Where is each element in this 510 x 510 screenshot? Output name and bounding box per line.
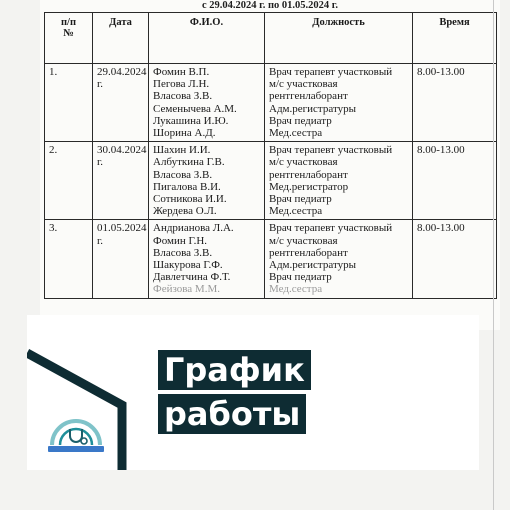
staff-position: Врач терапевт участковый: [269, 144, 393, 157]
staff-name: Шакурова Г.Ф.: [153, 259, 223, 272]
staff-position: рентгенлаборант: [269, 246, 348, 259]
title-banner: [27, 315, 479, 470]
staff-position: м/с участковая: [269, 156, 338, 169]
schedule-table: [44, 12, 497, 299]
row-time: 8.00-13.00: [413, 142, 497, 220]
row-date: 29.04.2024 г.: [93, 64, 149, 142]
staff-position: Адм.регистратуры: [269, 102, 357, 115]
staff-position: Врач терапевт участковый: [269, 222, 393, 235]
staff-position: Врач педиатр: [269, 114, 332, 127]
staff-name: Власова З.В.: [153, 246, 213, 259]
staff-position: Врач терапевт участковый: [269, 66, 393, 78]
staff-name: Лукашина И.Ю.: [153, 114, 229, 127]
banner-title-line2: работы: [158, 394, 306, 434]
staff-name: Фомин Г.Н.: [153, 234, 208, 247]
staff-name: Фомин В.П.: [153, 66, 210, 78]
staff-name: Албуткина Г.В.: [153, 156, 225, 169]
staff-name: Шорина А.Д.: [153, 127, 216, 140]
row-time: 8.00-13.00: [413, 220, 497, 298]
table-row: [45, 142, 497, 220]
col-header-date: Дата: [93, 13, 149, 64]
staff-position: рентгенлаборант: [269, 90, 348, 103]
row-number: 3.: [45, 220, 93, 298]
staff-name: Шахин И.И.: [153, 144, 211, 157]
row-positions: [265, 142, 413, 220]
banner-title-line1: График: [158, 350, 311, 390]
staff-position: Врач педиатр: [269, 193, 332, 206]
staff-name: Власова З.В.: [153, 168, 213, 181]
row-date: 01.05.2024 г.: [93, 220, 149, 298]
col-header-num: п/п №: [45, 13, 93, 64]
staff-name: Сотникова И.И.: [153, 193, 227, 206]
staff-name: Пегова Л.Н.: [153, 78, 210, 91]
staff-name: Пигалова В.И.: [153, 180, 221, 193]
col-header-time: Время: [413, 13, 497, 64]
staff-name: Семенычева А.М.: [153, 102, 237, 115]
table-row: [45, 64, 497, 142]
table-header-row: [45, 13, 497, 64]
schedule-period: с 29.04.2024 г. по 01.05.2024 г.: [201, 0, 338, 11]
row-date: 30.04.2024 г.: [93, 142, 149, 220]
staff-name: Давлетчина Ф.Т.: [153, 271, 231, 284]
col-header-position: Должность: [265, 13, 413, 64]
staff-position: м/с участковая: [269, 234, 338, 247]
staff-position: Адм.регистратуры: [269, 259, 357, 272]
staff-position: рентгенлаборант: [269, 168, 348, 181]
col-header-name: Ф.И.О.: [149, 13, 265, 64]
row-positions: [265, 220, 413, 298]
table-row: [45, 220, 497, 298]
staff-name: Фейзова М.М.: [153, 283, 220, 296]
row-names: [149, 220, 265, 298]
staff-name: Власова З.В.: [153, 90, 213, 103]
page-edge-line: [493, 0, 494, 510]
staff-position: Мед.регистратор: [269, 180, 349, 193]
row-names: [149, 142, 265, 220]
row-time: 8.00-13.00: [413, 64, 497, 142]
stethoscope-logo-icon: [46, 415, 106, 455]
staff-position: м/с участковая: [269, 78, 338, 91]
staff-position: Врач педиатр: [269, 271, 332, 284]
staff-name: Жердева О.Л.: [153, 205, 217, 218]
row-names: [149, 64, 265, 142]
row-positions: [265, 64, 413, 142]
schedule-document: [40, 0, 500, 330]
row-number: 2.: [45, 142, 93, 220]
staff-position: Мед.сестра: [269, 283, 323, 296]
staff-position: Мед.сестра: [269, 127, 323, 140]
staff-position: Мед.сестра: [269, 205, 323, 218]
row-number: 1.: [45, 64, 93, 142]
staff-name: Андрианова Л.А.: [153, 222, 234, 235]
